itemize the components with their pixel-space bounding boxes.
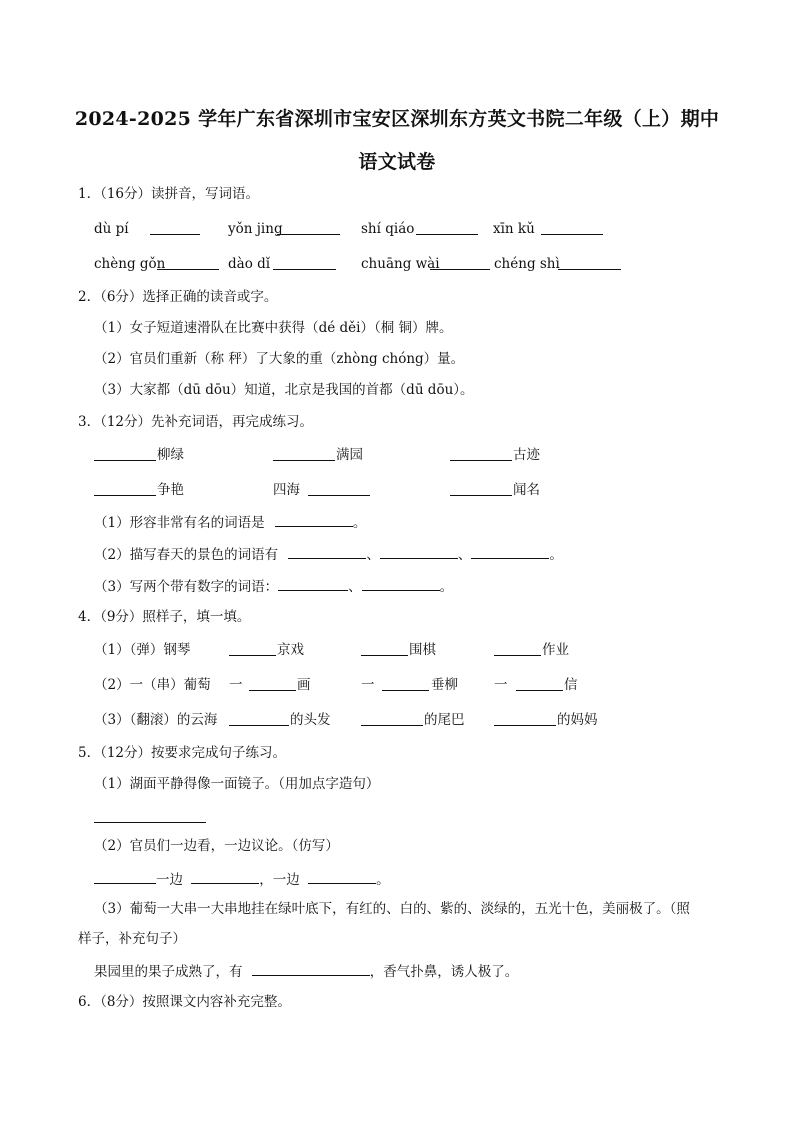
q4-example-2: （2）一（串）葡萄 xyxy=(94,677,211,693)
question-3-item-2 xyxy=(94,544,563,565)
word-4: 争艳 xyxy=(157,482,184,498)
answer-blank[interactable] xyxy=(541,220,603,235)
fill-text: ，一边 xyxy=(259,872,300,888)
question-5-item-3-line2: 样子，补充句子） xyxy=(78,931,186,947)
answer-blank[interactable] xyxy=(308,481,370,496)
pinyin-6: dào dǐ xyxy=(228,256,271,272)
item-text: （2）描写春天的景色的词语有 xyxy=(94,547,279,563)
punct: 。 xyxy=(352,515,367,531)
q4-word: 作业 xyxy=(542,642,569,658)
word-2: 满园 xyxy=(336,447,363,463)
question-2-item-3: （3）大家都（dū dōu）知道，北京是我国的首都（dū dōu）。 xyxy=(94,382,474,398)
answer-blank[interactable] xyxy=(277,220,340,235)
fill-text: ，香气扑鼻，诱人极了。 xyxy=(369,964,519,980)
question-5-item-3-fill xyxy=(94,961,518,982)
answer-blank[interactable] xyxy=(558,255,621,270)
answer-blank[interactable] xyxy=(471,544,549,559)
item-text: （1）形容非常有名的词语是 xyxy=(94,515,265,531)
exam-title-line2: 语文试卷 xyxy=(358,151,436,173)
question-5-item-3-line1: （3）葡萄一大串一大串地挂在绿叶底下，有红的、白的、紫的、淡绿的，五光十色，美丽极了。（照 xyxy=(94,901,690,917)
answer-blank[interactable] xyxy=(157,255,219,270)
answer-blank[interactable] xyxy=(229,711,289,726)
pinyin-5: chèng gǒn xyxy=(94,256,166,272)
question-5-item-1: （1）湖面平静得像一面镜子。（用加点字造句） xyxy=(94,776,380,792)
answer-blank[interactable] xyxy=(191,869,259,884)
question-1-header: 1．（16分）读拼音，写词语。 xyxy=(78,186,260,202)
q4-word: 一 xyxy=(229,677,243,693)
question-2-item-2: （2）官员们重新（称 秤）了大象的重（zhòng chóng）量。 xyxy=(94,351,465,367)
q4-word: 的妈妈 xyxy=(557,712,598,728)
question-6-header: 6．（8分）按照课文内容补充完整。 xyxy=(78,994,291,1010)
q4-word: 的头发 xyxy=(290,712,331,728)
answer-blank[interactable] xyxy=(361,711,423,726)
question-3-item-1 xyxy=(94,512,366,533)
answer-blank[interactable] xyxy=(273,255,336,270)
answer-blank[interactable] xyxy=(94,869,156,884)
question-5-item-2: （2）官员们一边看，一边议论。（仿写） xyxy=(94,838,339,854)
word-6: 闻名 xyxy=(513,482,540,498)
q4-word: 京戏 xyxy=(277,642,304,658)
answer-blank[interactable] xyxy=(94,481,156,496)
answer-blank[interactable] xyxy=(288,544,366,559)
punct: 。 xyxy=(439,579,454,595)
punct: 、 xyxy=(366,547,380,563)
answer-blank[interactable] xyxy=(450,481,512,496)
answer-blank[interactable] xyxy=(252,961,370,976)
pinyin-1: dù pí xyxy=(94,221,129,237)
word-3: 古迹 xyxy=(513,447,540,463)
answer-blank[interactable] xyxy=(494,711,556,726)
exam-title-line1: 2024-2025 学年广东省深圳市宝安区深圳东方英文书院二年级（上）期中 xyxy=(74,108,720,130)
question-5-item-2-fill xyxy=(94,869,390,890)
question-5-header: 5．（12分）按要求完成句子练习。 xyxy=(78,745,287,761)
fill-text: 。 xyxy=(376,872,390,888)
q4-example-1: （1）（弹）钢琴 xyxy=(94,642,191,658)
q4-word: 画 xyxy=(297,677,311,693)
punct: 、 xyxy=(348,579,362,595)
q4-word: 的尾巴 xyxy=(424,712,465,728)
q4-word: 围棋 xyxy=(409,642,436,658)
pinyin-4: xīn kǔ xyxy=(493,221,535,237)
question-3-item-3 xyxy=(94,576,453,597)
answer-blank[interactable] xyxy=(380,544,458,559)
answer-blank[interactable] xyxy=(249,676,296,691)
answer-blank[interactable] xyxy=(516,676,563,691)
item-text: （3）写两个带有数字的词语： xyxy=(94,579,279,595)
question-4-header: 4．（9分）照样子，填一填。 xyxy=(78,609,251,625)
question-2-header: 2．（6分）选择正确的读音或字。 xyxy=(78,289,278,305)
answer-blank[interactable] xyxy=(94,446,156,461)
q4-word: 一 xyxy=(494,677,508,693)
answer-blank[interactable] xyxy=(362,576,440,591)
answer-blank[interactable] xyxy=(308,869,376,884)
question-3-header: 3．（12分）先补充词语，再完成练习。 xyxy=(78,414,314,430)
fill-text: 一边 xyxy=(156,872,183,888)
q4-word: 垂柳 xyxy=(431,677,458,693)
pinyin-8: chéng shì xyxy=(494,256,560,272)
answer-blank[interactable] xyxy=(150,220,200,235)
q4-word: 一 xyxy=(361,677,375,693)
answer-blank[interactable] xyxy=(361,641,408,656)
word-1: 柳绿 xyxy=(157,447,184,463)
answer-blank[interactable] xyxy=(416,220,478,235)
punct: 、 xyxy=(457,547,472,563)
question-2-item-1: （1）女子短道速滑队在比赛中获得（dé děi）（桐 铜）牌。 xyxy=(94,320,453,336)
fill-text: 果园里的果子成熟了，有 xyxy=(94,964,243,980)
answer-blank[interactable] xyxy=(382,676,429,691)
pinyin-7: chuāng wài xyxy=(361,256,440,272)
answer-blank[interactable] xyxy=(430,255,490,270)
answer-blank[interactable] xyxy=(275,512,353,527)
answer-blank[interactable] xyxy=(278,576,348,591)
answer-blank[interactable] xyxy=(229,641,276,656)
answer-blank[interactable] xyxy=(94,808,206,823)
answer-blank[interactable] xyxy=(494,641,541,656)
q4-example-3: （3）（翻滚）的云海 xyxy=(94,712,218,728)
answer-blank[interactable] xyxy=(450,446,512,461)
punct: 。 xyxy=(549,547,563,563)
pinyin-2: yǒn jing xyxy=(228,221,283,237)
pinyin-3: shí qiáo xyxy=(361,221,415,237)
answer-blank[interactable] xyxy=(273,446,335,461)
word-5: 四海 xyxy=(273,482,300,498)
q4-word: 信 xyxy=(564,677,578,693)
